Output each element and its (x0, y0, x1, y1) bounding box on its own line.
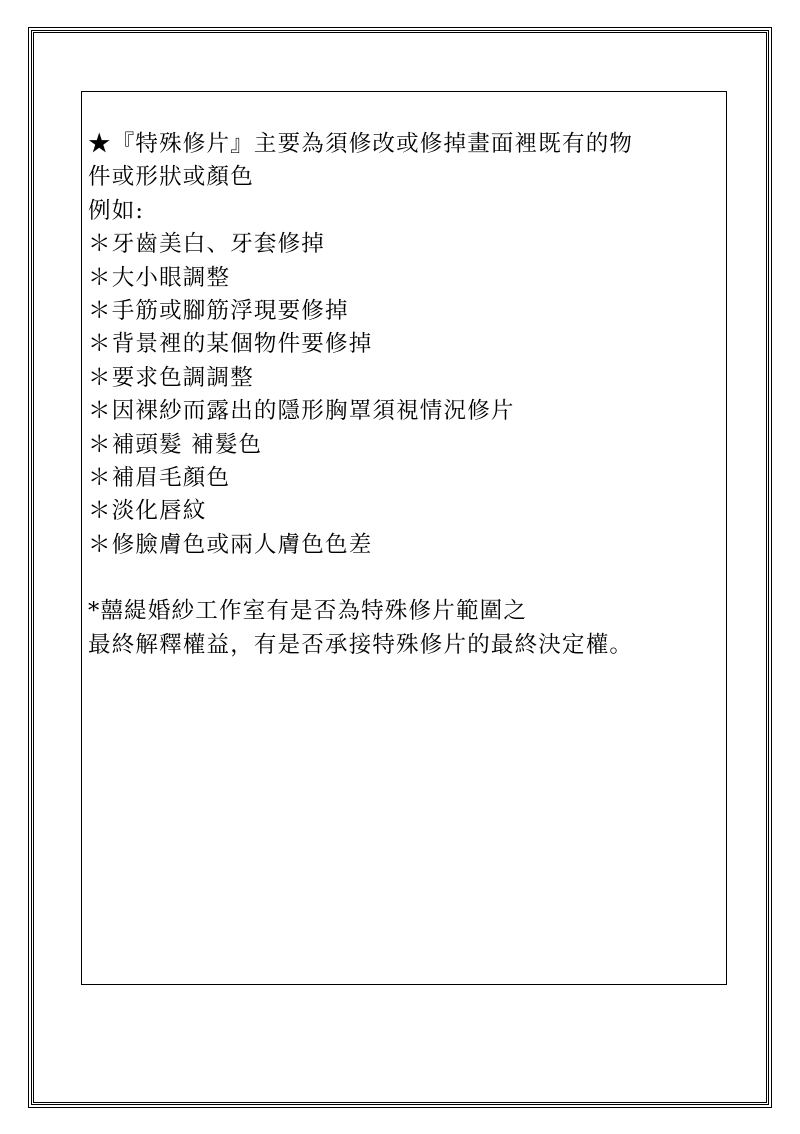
list-item: ＊因裸紗而露出的隱形胸罩須視情況修片 (88, 398, 515, 425)
list-item: ＊大小眼調整 (88, 264, 231, 291)
list-item: ＊補眉毛顏色 (88, 465, 231, 492)
list-item: ＊補頭髮 補髮色 (88, 431, 263, 458)
list-item: ＊背景裡的某個物件要修掉 (88, 331, 373, 358)
content-box (81, 91, 727, 985)
list-item: ＊手筋或腳筋浮現要修掉 (88, 298, 349, 325)
intro-line-2: 件或形狀或顏色 (88, 164, 254, 191)
notice-line-1: *囍緹婚紗工作室有是否為特殊修片範圍之 (88, 598, 528, 625)
list-item: ＊修臉膚色或兩人膚色色差 (88, 531, 373, 558)
list-item: ＊淡化唇紋 (88, 498, 207, 525)
list-item: ＊要求色調調整 (88, 364, 254, 391)
notice-line-2: 最終解釋權益，有是否承接特殊修片的最終決定權。 (88, 631, 634, 658)
list-item: ＊牙齒美白、牙套修掉 (88, 231, 326, 258)
intro-line-1: ★『特殊修片』主要為須修改或修掉畫面裡既有的物 (88, 131, 634, 157)
example-label: 例如: (88, 197, 145, 224)
spacer (88, 562, 720, 595)
text-block (88, 128, 720, 662)
